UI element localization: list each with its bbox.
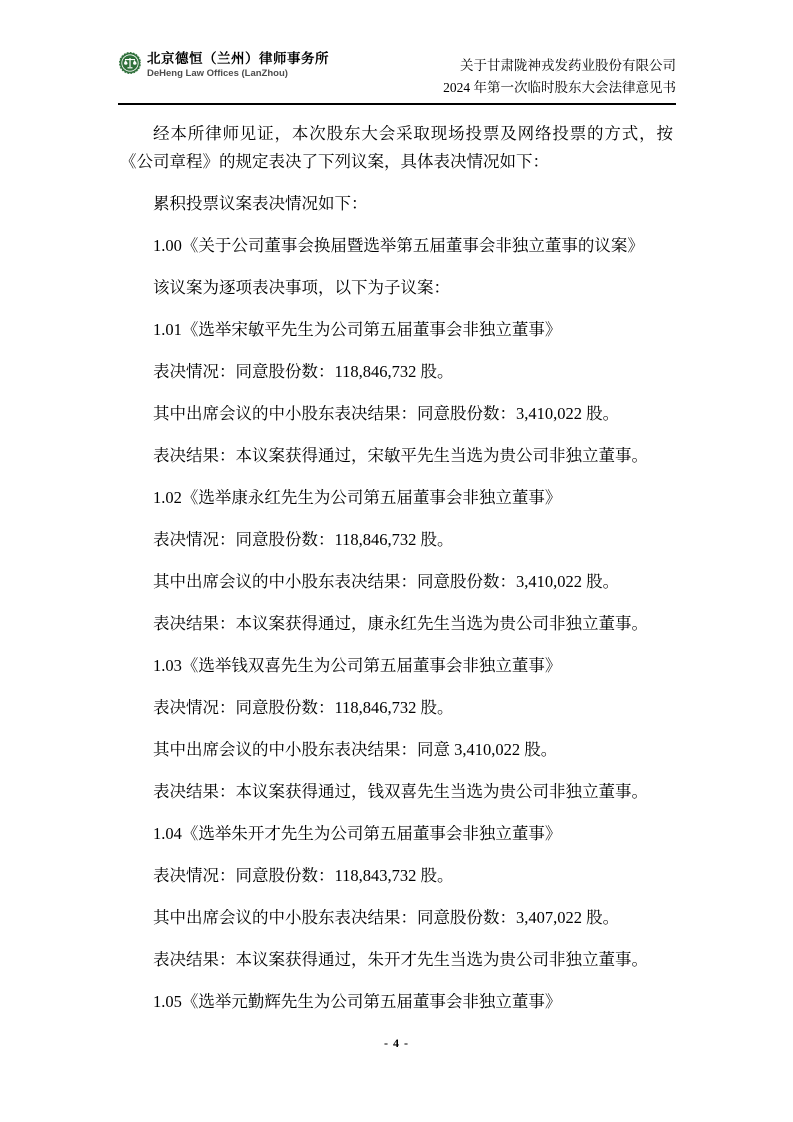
law-firm-name-en: DeHeng Law Offices (LanZhou) (147, 68, 288, 79)
paragraph-minority-vote-1-01: 其中出席会议的中小股东表决结果：同意股份数：3,410,022 股。 (153, 403, 620, 423)
paragraph-cumulative-voting: 累积投票议案表决情况如下： (153, 193, 368, 213)
law-firm-block (118, 50, 329, 80)
paragraph-sub-proposal-note: 该议案为逐项表决事项，以下为子议案： (153, 277, 450, 297)
paragraph-vote-result-1-01: 表决结果：本议案获得通过，宋敏平先生当选为贵公司非独立董事。 (153, 445, 648, 465)
paragraph-minority-vote-1-02: 其中出席会议的中小股东表决结果：同意股份数：3,410,022 股。 (153, 571, 620, 591)
header-divider (118, 103, 676, 105)
document-body (120, 120, 673, 1030)
paragraph-proposal-1-01: 1.01《选举宋敏平先生为公司第五届董事会非独立董事》 (153, 319, 562, 339)
deheng-law-firm-logo-icon (118, 51, 142, 75)
paragraph-vote-result-1-02: 表决结果：本议案获得通过，康永红先生当选为贵公司非独立董事。 (153, 613, 648, 633)
paragraph-proposal-1-05: 1.05《选举元勤辉先生为公司第五届董事会非独立董事》 (153, 991, 562, 1011)
paragraph-minority-vote-1-04: 其中出席会议的中小股东表决结果：同意股份数：3,407,022 股。 (153, 907, 620, 927)
page-header (118, 50, 676, 98)
paragraph-proposal-1-02: 1.02《选举康永红先生为公司第五届董事会非独立董事》 (153, 487, 562, 507)
document-title-line2: 2024 年第一次临时股东大会法律意见书 (443, 79, 676, 95)
paragraph-vote-count-1-02: 表决情况：同意股份数：118,846,732 股。 (153, 529, 454, 549)
law-firm-name-cn: 北京德恒（兰州）律师事务所 (147, 51, 329, 66)
paragraph-proposal-1-00: 1.00《关于公司董事会换届暨选举第五届董事会非独立董事的议案》 (153, 235, 644, 255)
paragraph-vote-result-1-03: 表决结果：本议案获得通过，钱双喜先生当选为贵公司非独立董事。 (153, 781, 648, 801)
paragraph-intro: 经本所律师见证，本次股东大会采取现场投票及网络投票的方式，按《公司章程》的规定表决了下列议案，具体表决情况如下： (120, 124, 673, 171)
paragraph-vote-count-1-01: 表决情况：同意股份数：118,846,732 股。 (153, 361, 454, 381)
page-number: - 4 - (384, 1036, 409, 1050)
paragraph-vote-count-1-04: 表决情况：同意股份数：118,843,732 股。 (153, 865, 454, 885)
law-firm-names (147, 50, 329, 80)
document-title-line1: 关于甘肃陇神戎发药业股份有限公司 (460, 58, 676, 73)
paragraph-minority-vote-1-03: 其中出席会议的中小股东表决结果：同意 3,410,022 股。 (153, 739, 558, 759)
paragraph-vote-count-1-03: 表决情况：同意股份数：118,846,732 股。 (153, 697, 454, 717)
paragraph-proposal-1-04: 1.04《选举朱开才先生为公司第五届董事会非独立董事》 (153, 823, 562, 843)
paragraph-proposal-1-03: 1.03《选举钱双喜先生为公司第五届董事会非独立董事》 (153, 655, 562, 675)
document-title (443, 55, 676, 98)
paragraph-vote-result-1-04: 表决结果：本议案获得通过，朱开才先生当选为贵公司非独立董事。 (153, 949, 648, 969)
